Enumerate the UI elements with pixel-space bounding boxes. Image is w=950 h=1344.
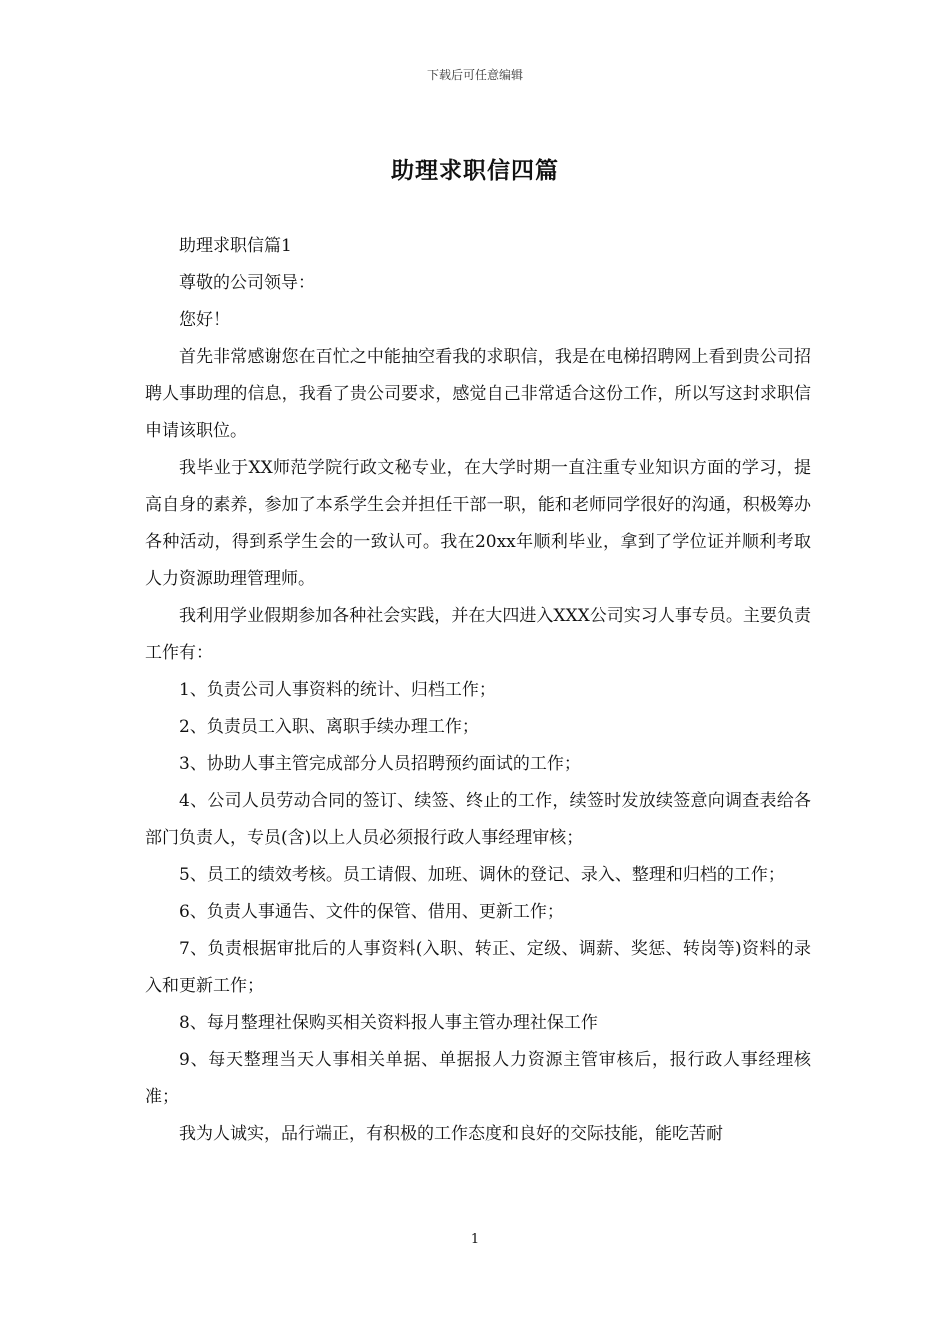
paragraph: 我利用学业假期参加各种社会实践，并在大四进入XXX公司实习人事专员。主要负责工作有：	[145, 606, 811, 663]
list-item: 5、员工的绩效考核。员工请假、加班、调休的登记、录入、整理和归档的工作；	[179, 865, 785, 885]
list-item: 3、协助人事主管完成部分人员招聘预约面试的工作；	[179, 754, 581, 774]
header-note: 下载后可任意编辑	[426, 68, 523, 82]
list-item: 4、公司人员劳动合同的签订、续签、终止的工作，续签时发放续签意向调查表给各部门负责人，专员(含)以上人员必须报行政人事经理审核；	[145, 791, 811, 848]
list-item: 1、负责公司人事资料的统计、归档工作；	[179, 680, 496, 700]
list-item: 9、每天整理当天人事相关单据、单据报人力资源主管审核后，报行政人事经理核准；	[145, 1050, 811, 1107]
list-item: 8、每月整理社保购买相关资料报人事主管办理社保工作	[179, 1013, 598, 1033]
paragraph-section-heading: 助理求职信篇1	[179, 236, 292, 256]
page-number: 1	[470, 1232, 480, 1247]
paragraph: 我毕业于XX师范学院行政文秘专业，在大学时期一直注重专业知识方面的学习，提高自身的素养，参加了本系学生会并担任干部一职，能和老师同学很好的沟通，积极筹办各种活动，得到系学生会的一致认可。我在20xx年顺利毕业，拿到了学位证并顺利考取人力资源助理管理师。	[145, 458, 811, 589]
paragraph: 我为人诚实，品行端正，有积极的工作态度和良好的交际技能，能吃苦耐	[179, 1124, 723, 1144]
document-body	[145, 228, 811, 1153]
document-title: 助理求职信四篇	[391, 157, 559, 184]
paragraph: 首先非常感谢您在百忙之中能抽空看我的求职信，我是在电梯招聘网上看到贵公司招聘人事助理的信息，我看了贵公司要求，感觉自己非常适合这份工作，所以写这封求职信申请该职位。	[145, 347, 811, 441]
list-item: 2、负责员工入职、离职手续办理工作；	[179, 717, 479, 737]
paragraph-greeting: 您好！	[179, 310, 230, 330]
list-item: 7、负责根据审批后的人事资料(入职、转正、定级、调薪、奖惩、转岗等)资料的录入和更新工作；	[145, 939, 811, 996]
paragraph-salutation: 尊敬的公司领导：	[179, 273, 315, 293]
list-item: 6、负责人事通告、文件的保管、借用、更新工作；	[179, 902, 564, 922]
